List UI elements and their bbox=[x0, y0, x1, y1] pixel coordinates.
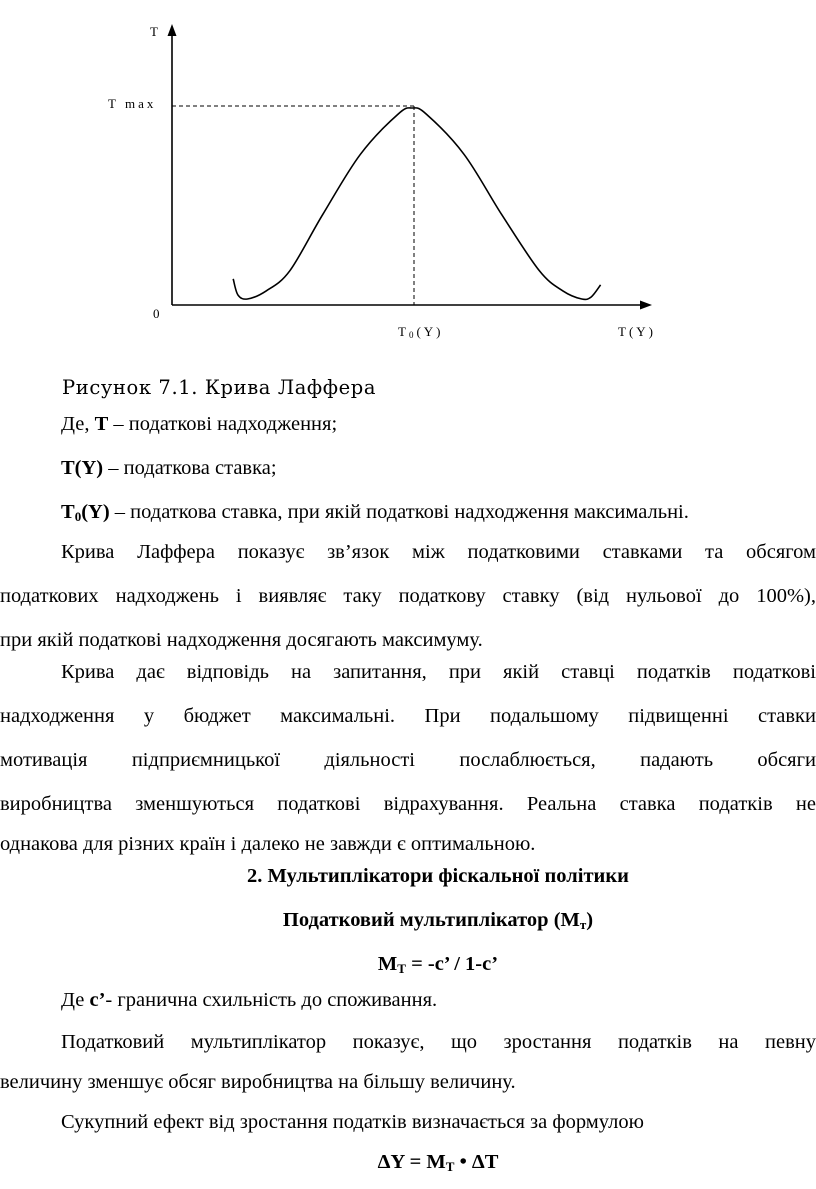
tax-multiplier-heading: Податковий мультиплікатор $(M_т)$ bbox=[282, 909, 594, 932]
x-axis-arrow bbox=[640, 301, 652, 310]
paragraph-3-line-1: Податковий мультиплікатор показує, що зростання податків на певну bbox=[61, 1031, 816, 1053]
definition-t: Де, T – податкові надходження; bbox=[61, 413, 338, 435]
figure-caption: Рисунок 7.1. Крива Лаффера bbox=[62, 376, 377, 399]
paragraph-4: Сукупний ефект від зростання податків визначається за формулою bbox=[61, 1111, 644, 1133]
laffer-curve-line bbox=[233, 108, 600, 300]
laffer-curve-chart bbox=[0, 0, 816, 360]
paragraph-2-line-2: надходження у бюджет максимальні. При подальшому підвищенні ставки bbox=[0, 705, 816, 727]
paragraph-2-line-3: мотивація підприємницької діяльності послаблюється, падають обсяги bbox=[0, 749, 816, 771]
tax-multiplier-formula: $M_T = -с$’ / 1-с’ bbox=[377, 953, 499, 976]
origin-label: 0 bbox=[153, 306, 163, 321]
t0y-label: T0(Y) bbox=[398, 324, 444, 340]
paragraph-1-line-3: при якій податкові надходження досягають максимуму. bbox=[0, 629, 483, 651]
tmax-label: T max bbox=[108, 96, 157, 111]
section-heading: 2. Мультиплікатори фіскальної політики bbox=[246, 865, 629, 887]
y-axis-arrow bbox=[168, 24, 177, 36]
paragraph-2-line-1: Крива дає відповідь на запитання, при якій ставці податків податкові bbox=[61, 661, 816, 683]
definition-t0y: $T_0(Y)$ – податкова ставка, при якій податкові надходження максимальні. bbox=[61, 501, 689, 524]
laffer-curve-figure bbox=[0, 0, 816, 360]
definition-ty: T(Y) – податкова ставка; bbox=[61, 457, 277, 479]
paragraph-2-line-5: однакова для різних країн і далеко не завжди є оптимальною. bbox=[0, 833, 536, 855]
y-axis-label: T bbox=[150, 24, 161, 39]
x-axis-label: T(Y) bbox=[618, 324, 656, 339]
paragraph-1-line-2: податкових надходжень і виявляє таку податкову ставку (від нульової до 100%), bbox=[0, 585, 816, 607]
paragraph-2-line-4: виробництва зменшуються податкові відрахування. Реальна ставка податків не bbox=[0, 793, 816, 815]
paragraph-1-line-1: Крива Лаффера показує зв’язок між податковими ставками та обсягом bbox=[61, 541, 816, 563]
aggregate-effect-formula: $\Delta Y = M_T$ • ΔT bbox=[377, 1151, 499, 1174]
definition-c: Де с’- гранична схильність до споживання. bbox=[61, 989, 438, 1011]
paragraph-3-line-2: величину зменшує обсяг виробництва на більшу величину. bbox=[0, 1071, 516, 1093]
